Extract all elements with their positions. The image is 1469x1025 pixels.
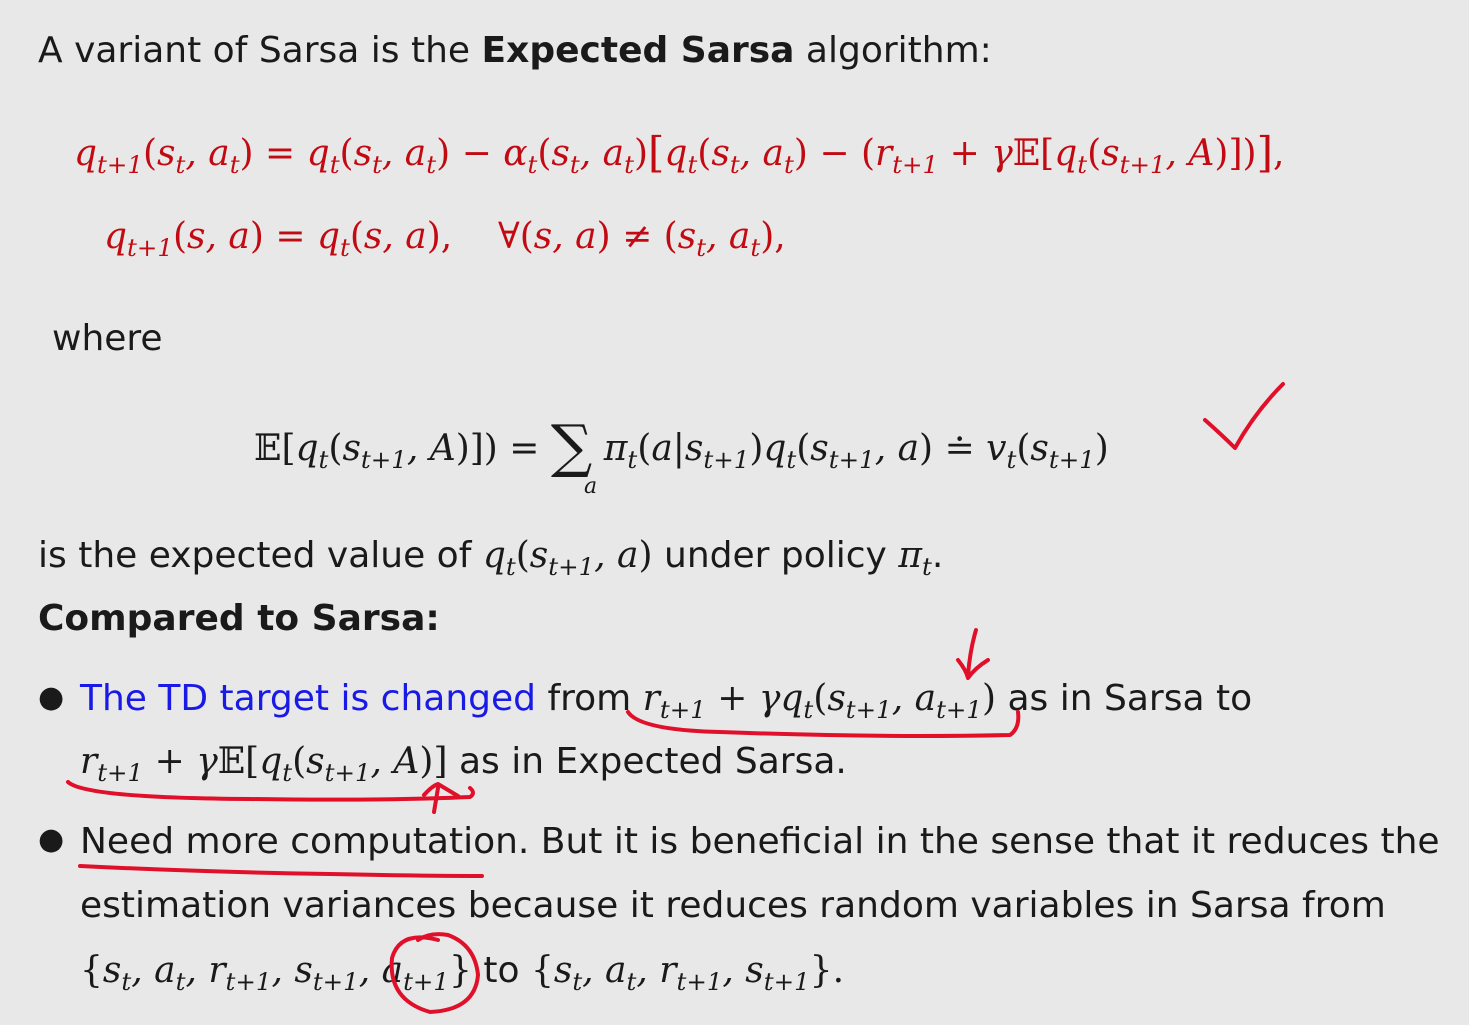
underline-computation (80, 866, 482, 876)
bullet-2-part-2: . But it is beneficial in the sense that it reduces the (517, 821, 1440, 862)
bullet-2-line-3: {$s_t$, $a_t$, $r_{t+1}$, $s_{t+1}$, $a_{t+1}$} to {$s_t$, $a_t$, $r_{t+1}$, $s_{t+1}$}. (80, 950, 845, 996)
update-equation: $q_{t+1}(s_t$, $a_t) = q_t(s_t$, $a_t) - \alpha_t(s_t$, $a_t)[q_t(s_t$, $a_t) - (r_{t+1}$ + $\gamma 𝔼[q_t(s_{t+1}$, A)])], (74, 128, 1285, 179)
up-arrow-icon (424, 784, 458, 812)
need-more-computation: Need more computation (80, 821, 518, 862)
expected-value-mid: under policy (652, 535, 899, 576)
expected-value-end: . (931, 535, 944, 576)
down-arrow-icon (958, 630, 988, 678)
intro-after: algorithm: (794, 30, 992, 71)
checkmark-icon (1205, 384, 1283, 448)
bullet-1-from: from (536, 678, 643, 719)
algorithm-name: Expected Sarsa (481, 30, 795, 71)
sum-icon: ∑ (550, 412, 593, 480)
expected-value-before: is the expected value of (38, 535, 483, 576)
expectation-equation: $𝔼[q_t(s_{t+1}$, A)]) = ∑ $\pi_t(a|s_{t+1})q_t(s_{t+1}$, a) ≐ $v_t(s_{t+1})$ (254, 412, 1109, 480)
bullet-1-as-in-sarsa: as in Sarsa to (996, 678, 1253, 719)
bullet-1-line-2: $r_{t+1}$ + $\gamma 𝔼[q_t(s_{t+1}$, A)] as in Expected Sarsa. (80, 741, 847, 787)
intro-before: A variant of Sarsa is the (38, 30, 482, 71)
bullet-1-line-1: The TD target is changed from $r_{t+1} + \gamma q_t(s_{t+1}$, $a_{t+1}$) as in Sarsa to (80, 678, 1253, 724)
sum-index: a (584, 474, 598, 499)
bullet-2-line-2: estimation variances because it reduces random variables in Sarsa from (80, 885, 1386, 926)
bullet-dot-icon: ● (38, 822, 65, 857)
expected-value-text: is the expected value of $q_t(s_{t+1}$, a) under policy $\pi_t$. (38, 535, 944, 581)
bullet-dot-icon: ● (38, 680, 65, 715)
bullet-2-line-1 (80, 821, 1440, 862)
unchanged-equation: $q_{t+1}(s$, $a) = q_t(s$, a), ∀(s, $a) \ne (s_t$, $a_t$), (104, 216, 786, 262)
where-label: where (52, 318, 163, 359)
bullet-1-as-in-expected: as in Expected Sarsa. (447, 741, 847, 782)
compared-heading: Compared to Sarsa: (38, 598, 440, 639)
bullet-2-to: to (471, 950, 531, 991)
intro-text (38, 30, 992, 71)
td-target-highlight: The TD target is changed (80, 678, 536, 719)
